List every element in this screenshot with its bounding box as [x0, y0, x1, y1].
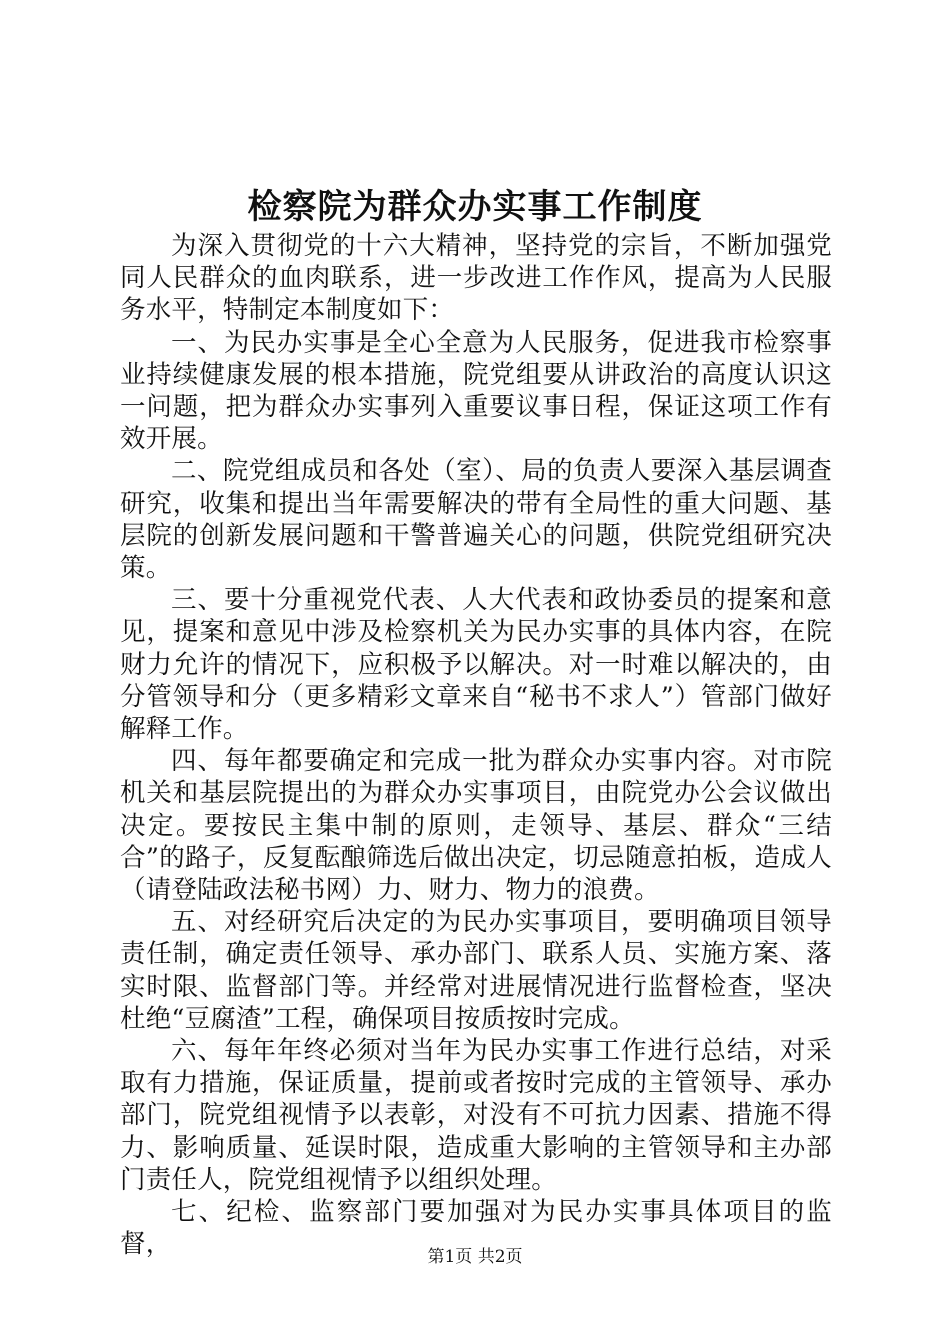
paragraph-item-3: 三、要十分重视党代表、人大代表和政协委员的提案和意见，提案和意见中涉及检察机关为民办实事的具体内容，在院财力允许的情况下，应积极予以解决。对一时难以解决的，由分管领导和分（更多精彩文章来自“秘书不求人”）管部门做好解释工作。: [120, 585, 832, 745]
paragraph-item-2: 二、院党组成员和各处（室）、局的负责人要深入基层调查研究，收集和提出当年需要解决的带有全局性的重大问题、基层院的创新发展问题和干警普遍关心的问题，供院党组研究决策。: [120, 456, 832, 584]
page-number-footer: 第1页 共2页: [427, 1247, 523, 1267]
paragraph-item-4: 四、每年都要确定和完成一批为群众办实事内容。对市院机关和基层院提出的为群众办实事项目，由院党办公会议做出决定。要按民主集中制的原则，走领导、基层、群众“三结合”的路子，反复酝酿筛选后做出决定，切忌随意拍板，造成人（请登陆政法秘书网）力、财力、物力的浪费。: [120, 746, 832, 906]
document-title: 检察院为群众办实事工作制度: [247, 187, 703, 227]
document-body: [120, 230, 832, 1261]
paragraph-item-5: 五、对经研究后决定的为民办实事项目，要明确项目领导责任制，确定责任领导、承办部门、联系人员、实施方案、落实时限、监督部门等。并经常对进展情况进行监督检查，坚决杜绝“豆腐渣”工程，确保项目按质按时完成。: [120, 907, 832, 1034]
paragraph-intro: 为深入贯彻党的十六大精神，坚持党的宗旨，不断加强党同人民群众的血肉联系，进一步改进工作作风，提高为人民服务水平，特制定本制度如下：: [120, 231, 832, 326]
paragraph-item-1: 一、为民办实事是全心全意为人民服务，促进我市检察事业持续健康发展的根本措施，院党组要从讲政治的高度认识这一问题，把为群众办实事列入重要议事日程，保证这项工作有效开展。: [120, 327, 832, 455]
paragraph-item-6: 六、每年年终必须对当年为民办实事工作进行总结，对采取有力措施，保证质量，提前或者按时完成的主管领导、承办部门，院党组视情予以表彰，对没有不可抗力因素、措施不得力、影响质量、延误时限，造成重大影响的主管领导和主办部门责任人，院党组视情予以组织处理。: [120, 1036, 832, 1195]
paragraph-item-7: 七、纪检、监察部门要加强对为民办实事具体项目的监督，: [120, 1197, 832, 1260]
